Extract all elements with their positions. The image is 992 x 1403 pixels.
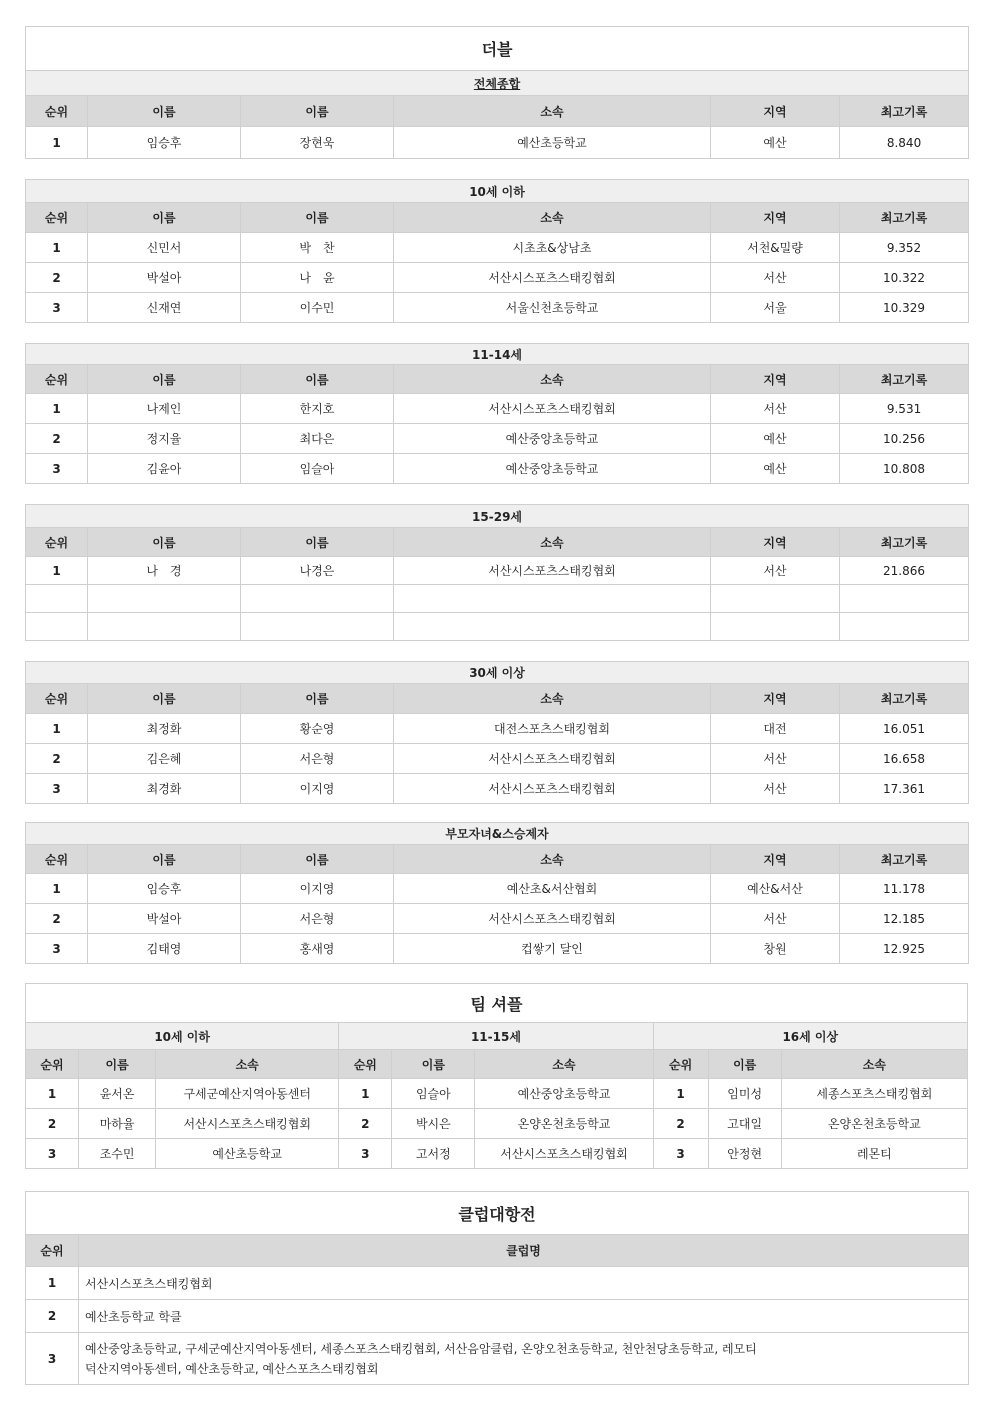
- rank-cell: 1: [26, 127, 88, 159]
- table-row: [26, 744, 969, 774]
- rank-cell: 2: [339, 1109, 392, 1139]
- column-header: 지역: [711, 203, 840, 233]
- table-cell: 11.178: [840, 874, 969, 904]
- table-cell: 서산시스포츠스태킹협회: [394, 774, 711, 804]
- table-cell: 서산시스포츠스태킹협회: [394, 557, 711, 585]
- table-row: [26, 394, 969, 424]
- table-cell: 황순영: [241, 714, 394, 744]
- rank-cell: 3: [26, 1139, 79, 1169]
- table-row: [26, 127, 969, 159]
- table-cell: 예산초등학교: [394, 127, 711, 159]
- rank-cell: 1: [26, 394, 88, 424]
- table-cell: 박 찬: [241, 233, 394, 263]
- table-cell: 장현욱: [241, 127, 394, 159]
- table-cell: [840, 613, 969, 641]
- team-title: 팀 셔플: [26, 984, 968, 1023]
- double-table-section: [25, 822, 969, 964]
- table-cell: 나 윤: [241, 263, 394, 293]
- table-cell: 나 경: [88, 557, 241, 585]
- section-title: [26, 180, 969, 203]
- table-cell: 김윤아: [88, 454, 241, 484]
- table-cell: 16.658: [840, 744, 969, 774]
- column-header: 소속: [394, 96, 711, 127]
- section-title: [26, 71, 969, 96]
- table-cell: 대전: [711, 714, 840, 744]
- club-name-cell: [79, 1267, 969, 1300]
- section-title-text: 15-29세: [472, 509, 523, 524]
- table-cell: 예산초등학교: [156, 1139, 339, 1169]
- column-header: 순위: [26, 96, 88, 127]
- table-cell: 예산: [711, 127, 840, 159]
- age-group-title: 16세 이상: [653, 1023, 967, 1050]
- table-cell: 김태영: [88, 934, 241, 964]
- section-title-text: 10세 이하: [469, 184, 525, 199]
- rank-cell: [26, 585, 88, 613]
- table-cell: 박설아: [88, 263, 241, 293]
- table-cell: 윤서온: [79, 1079, 156, 1109]
- rank-cell: 2: [653, 1109, 708, 1139]
- rank-cell: 1: [26, 557, 88, 585]
- column-header: 최고기록: [840, 528, 969, 557]
- table-row: [26, 934, 969, 964]
- table-cell: 이수민: [241, 293, 394, 323]
- column-header: 이름: [88, 528, 241, 557]
- table-cell: 서은형: [241, 744, 394, 774]
- table-cell: 서산시스포츠스태킹협회: [394, 744, 711, 774]
- table-cell: [241, 585, 394, 613]
- table-cell: [840, 585, 969, 613]
- table-cell: 서산시스포츠스태킹협회: [394, 904, 711, 934]
- table-cell: 임승후: [88, 127, 241, 159]
- column-header: 이름: [88, 845, 241, 874]
- column-header: 소속: [781, 1050, 967, 1079]
- column-header: 이름: [392, 1050, 475, 1079]
- table-cell: 한지호: [241, 394, 394, 424]
- table-cell: 임승후: [88, 874, 241, 904]
- table-cell: 고서정: [392, 1139, 475, 1169]
- rank-cell: 2: [26, 744, 88, 774]
- double-table-section: [25, 343, 969, 484]
- double-title: 더블: [26, 27, 969, 71]
- table-cell: 서산시스포츠스태킹협회: [394, 263, 711, 293]
- column-header: 최고기록: [840, 684, 969, 714]
- table-cell: 대전스포츠스태킹협회: [394, 714, 711, 744]
- table-cell: 10.329: [840, 293, 969, 323]
- column-header: 최고기록: [840, 365, 969, 394]
- table-cell: 21.866: [840, 557, 969, 585]
- column-header: 이름: [79, 1050, 156, 1079]
- table-cell: [394, 613, 711, 641]
- column-header: 소속: [394, 365, 711, 394]
- rank-cell: 1: [26, 874, 88, 904]
- table-cell: 서산: [711, 394, 840, 424]
- rank-cell: 2: [26, 424, 88, 454]
- table-cell: 12.185: [840, 904, 969, 934]
- team-shuffle-table: [25, 983, 968, 1169]
- section-title: [26, 823, 969, 845]
- table-cell: 서산: [711, 263, 840, 293]
- table-cell: 온양온천초등학교: [781, 1109, 967, 1139]
- column-header: 지역: [711, 684, 840, 714]
- age-group-title: 10세 이하: [26, 1023, 339, 1050]
- rank-cell: 1: [26, 1079, 79, 1109]
- table-cell: 10.256: [840, 424, 969, 454]
- table-cell: 고대일: [708, 1109, 781, 1139]
- rank-cell: 1: [339, 1079, 392, 1109]
- rank-cell: 3: [339, 1139, 392, 1169]
- table-row: [26, 293, 969, 323]
- table-row: [26, 585, 969, 613]
- table-cell: 창원: [711, 934, 840, 964]
- column-header: 이름: [88, 203, 241, 233]
- column-header: 순위: [26, 528, 88, 557]
- table-cell: [711, 585, 840, 613]
- double-table-section: [25, 661, 969, 804]
- section-title: [26, 662, 969, 684]
- rank-cell: 3: [26, 774, 88, 804]
- table-cell: 12.925: [840, 934, 969, 964]
- table-cell: 온양온천초등학교: [475, 1109, 653, 1139]
- rank-cell: 1: [653, 1079, 708, 1109]
- column-header: 이름: [88, 365, 241, 394]
- table-cell: 임미성: [708, 1079, 781, 1109]
- table-cell: [88, 613, 241, 641]
- rank-cell: 3: [26, 454, 88, 484]
- table-cell: 서산: [711, 774, 840, 804]
- table-cell: 서산시스포츠스태킹협회: [156, 1109, 339, 1139]
- column-header: 지역: [711, 845, 840, 874]
- section-title: [26, 505, 969, 528]
- table-cell: 최경화: [88, 774, 241, 804]
- table-cell: 서울신천초등학교: [394, 293, 711, 323]
- club-name-line: 예산중앙초등학교, 구세군예산지역아동센터, 세종스포츠스태킹협회, 서산음암클럽, 온양오천초등학교, 천안천당초등학교, 레모티: [85, 1341, 757, 1356]
- rank-cell: 2: [26, 263, 88, 293]
- table-row: [26, 613, 969, 641]
- section-title-text: 11-14세: [472, 347, 523, 362]
- table-cell: 홍새영: [241, 934, 394, 964]
- section-title-text: 부모자녀&스승제자: [445, 827, 549, 841]
- table-cell: 16.051: [840, 714, 969, 744]
- table-cell: 서산: [711, 744, 840, 774]
- rank-cell: 3: [26, 934, 88, 964]
- table-cell: 안정현: [708, 1139, 781, 1169]
- table-cell: 서산시스포츠스태킹협회: [475, 1139, 653, 1169]
- table-cell: 서울: [711, 293, 840, 323]
- column-header: 소속: [156, 1050, 339, 1079]
- rank-cell: 1: [26, 233, 88, 263]
- table-cell: 임슬아: [392, 1079, 475, 1109]
- rank-cell: 1: [26, 714, 88, 744]
- table-cell: 컵쌓기 달인: [394, 934, 711, 964]
- table-cell: 예산중앙초등학교: [394, 454, 711, 484]
- table-cell: 17.361: [840, 774, 969, 804]
- column-header: 이름: [708, 1050, 781, 1079]
- table-cell: 세종스포츠스태킹협회: [781, 1079, 967, 1109]
- table-row: [26, 263, 969, 293]
- table-cell: [88, 585, 241, 613]
- column-header: 이름: [241, 96, 394, 127]
- column-header: 순위: [26, 684, 88, 714]
- section-title-text: 전체종합: [473, 76, 521, 91]
- rank-cell: 2: [26, 1109, 79, 1139]
- table-row: [26, 714, 969, 744]
- double-table-section: [25, 179, 969, 323]
- column-header: 순위: [26, 365, 88, 394]
- table-cell: 레몬티: [781, 1139, 967, 1169]
- column-header: 클럽명: [79, 1235, 969, 1267]
- table-cell: 이지영: [241, 874, 394, 904]
- column-header: 소속: [394, 203, 711, 233]
- column-header: 순위: [26, 845, 88, 874]
- column-header: 순위: [653, 1050, 708, 1079]
- section-title-text: 30세 이상: [469, 666, 525, 680]
- column-header: 지역: [711, 96, 840, 127]
- table-row: [26, 874, 969, 904]
- table-cell: 마하율: [79, 1109, 156, 1139]
- table-cell: 이지영: [241, 774, 394, 804]
- table-cell: 박설아: [88, 904, 241, 934]
- column-header: 순위: [339, 1050, 392, 1079]
- table-cell: 임슬아: [241, 454, 394, 484]
- rank-cell: 3: [653, 1139, 708, 1169]
- table-cell: 예산&서산: [711, 874, 840, 904]
- table-cell: 10.808: [840, 454, 969, 484]
- column-header: 최고기록: [840, 203, 969, 233]
- table-cell: 나경은: [241, 557, 394, 585]
- table-cell: 8.840: [840, 127, 969, 159]
- column-header: 이름: [241, 684, 394, 714]
- table-row: [26, 774, 969, 804]
- table-cell: 구세군예산지역아동센터: [156, 1079, 339, 1109]
- column-header: 이름: [88, 96, 241, 127]
- table-cell: [711, 613, 840, 641]
- table-cell: 서산: [711, 557, 840, 585]
- club-name-line: 덕산지역아동센터, 예산초등학교, 예산스포츠스태킹협회: [85, 1361, 379, 1376]
- table-row: [26, 904, 969, 934]
- table-row: [26, 557, 969, 585]
- club-name-line: 서산시스포츠스태킹협회: [85, 1276, 213, 1291]
- column-header: 순위: [26, 1235, 79, 1267]
- rank-cell: 3: [26, 293, 88, 323]
- table-cell: 서천&밀량: [711, 233, 840, 263]
- table-cell: 9.352: [840, 233, 969, 263]
- table-cell: 정지율: [88, 424, 241, 454]
- column-header: 이름: [241, 203, 394, 233]
- table-cell: 서산: [711, 904, 840, 934]
- double-table-section: [25, 26, 969, 159]
- column-header: 이름: [241, 365, 394, 394]
- table-row: [26, 1300, 969, 1333]
- table-cell: [394, 585, 711, 613]
- table-cell: 서은형: [241, 904, 394, 934]
- age-group-title: 11-15세: [339, 1023, 653, 1050]
- column-header: 소속: [394, 684, 711, 714]
- column-header: 최고기록: [840, 96, 969, 127]
- column-header: 지역: [711, 528, 840, 557]
- table-cell: 최정화: [88, 714, 241, 744]
- rank-cell: [26, 613, 88, 641]
- double-table-section: [25, 504, 969, 641]
- table-cell: 신민서: [88, 233, 241, 263]
- column-header: 이름: [241, 528, 394, 557]
- table-cell: 예산중앙초등학교: [475, 1079, 653, 1109]
- table-row: [26, 1267, 969, 1300]
- table-cell: [241, 613, 394, 641]
- club-battle-table: [25, 1191, 969, 1385]
- table-cell: 예산중앙초등학교: [394, 424, 711, 454]
- club-name-cell: [79, 1333, 969, 1385]
- club-name-line: 예산초등학교 학클: [85, 1309, 182, 1324]
- table-row: [26, 1139, 968, 1169]
- column-header: 소속: [394, 528, 711, 557]
- table-cell: 10.322: [840, 263, 969, 293]
- rank-cell: 2: [26, 1300, 79, 1333]
- table-cell: 예산초&서산협회: [394, 874, 711, 904]
- table-cell: 조수민: [79, 1139, 156, 1169]
- rank-cell: 2: [26, 904, 88, 934]
- table-cell: 신재연: [88, 293, 241, 323]
- table-cell: 나제인: [88, 394, 241, 424]
- column-header: 이름: [241, 845, 394, 874]
- column-header: 소속: [394, 845, 711, 874]
- table-row: [26, 454, 969, 484]
- table-cell: 9.531: [840, 394, 969, 424]
- table-cell: 예산: [711, 424, 840, 454]
- column-header: 최고기록: [840, 845, 969, 874]
- table-cell: 시초초&상남초: [394, 233, 711, 263]
- column-header: 순위: [26, 1050, 79, 1079]
- club-title: 클럽대항전: [26, 1192, 969, 1235]
- table-cell: 최다은: [241, 424, 394, 454]
- rank-cell: 3: [26, 1333, 79, 1385]
- table-cell: 박시은: [392, 1109, 475, 1139]
- section-title: [26, 344, 969, 365]
- table-cell: 예산: [711, 454, 840, 484]
- table-cell: 김은혜: [88, 744, 241, 774]
- column-header: 지역: [711, 365, 840, 394]
- column-header: 이름: [88, 684, 241, 714]
- rank-cell: 1: [26, 1267, 79, 1300]
- table-row: [26, 1079, 968, 1109]
- table-row: [26, 424, 969, 454]
- table-row: [26, 233, 969, 263]
- club-name-cell: [79, 1300, 969, 1333]
- column-header: 순위: [26, 203, 88, 233]
- table-cell: 서산시스포츠스태킹협회: [394, 394, 711, 424]
- column-header: 소속: [475, 1050, 653, 1079]
- table-row: [26, 1109, 968, 1139]
- table-row: [26, 1333, 969, 1385]
